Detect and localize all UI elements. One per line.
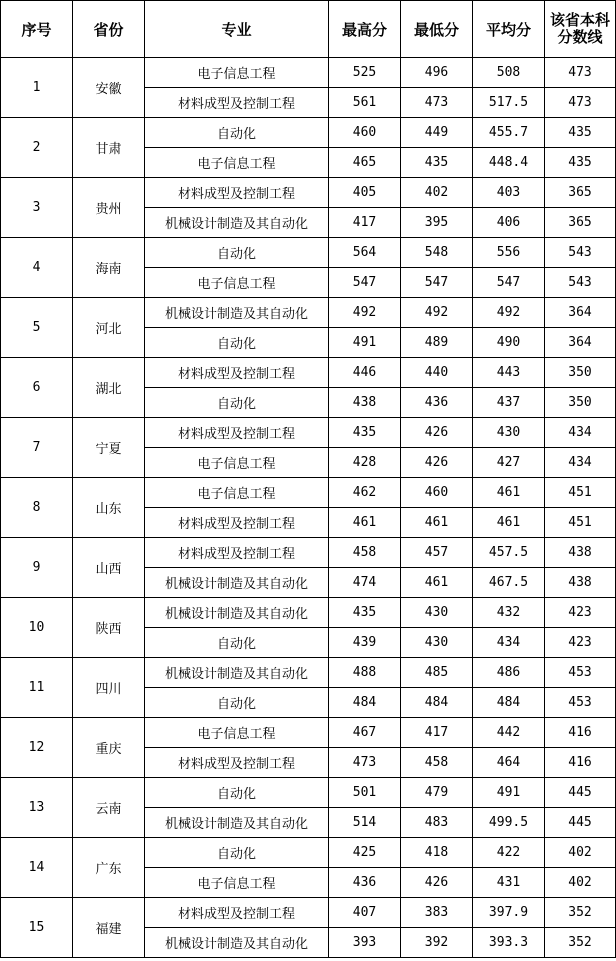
- province-line-cell: 445: [545, 808, 616, 838]
- max-score-cell: 474: [329, 568, 401, 598]
- max-score-cell: 467: [329, 718, 401, 748]
- max-score-cell: 514: [329, 808, 401, 838]
- province-cell: 甘肃: [73, 118, 145, 178]
- min-score-cell: 449: [401, 118, 473, 148]
- row-index-cell: 11: [1, 658, 73, 718]
- major-cell: 材料成型及控制工程: [145, 358, 329, 388]
- major-cell: 自动化: [145, 688, 329, 718]
- avg-score-cell: 461: [473, 508, 545, 538]
- max-score-cell: 462: [329, 478, 401, 508]
- max-score-cell: 501: [329, 778, 401, 808]
- province-line-cell: 416: [545, 718, 616, 748]
- province-cell: 四川: [73, 658, 145, 718]
- province-line-cell: 438: [545, 568, 616, 598]
- header-max-score: 最高分: [329, 1, 401, 58]
- avg-score-cell: 492: [473, 298, 545, 328]
- min-score-cell: 460: [401, 478, 473, 508]
- major-cell: 自动化: [145, 238, 329, 268]
- max-score-cell: 460: [329, 118, 401, 148]
- major-cell: 自动化: [145, 388, 329, 418]
- row-index-cell: 9: [1, 538, 73, 598]
- table-row: [1, 598, 616, 628]
- avg-score-cell: 448.4: [473, 148, 545, 178]
- min-score-cell: 473: [401, 88, 473, 118]
- province-cell: 宁夏: [73, 418, 145, 478]
- province-line-cell: 423: [545, 628, 616, 658]
- table-row: [1, 298, 616, 328]
- province-cell: 福建: [73, 898, 145, 958]
- max-score-cell: 435: [329, 598, 401, 628]
- avg-score-cell: 467.5: [473, 568, 545, 598]
- max-score-cell: 492: [329, 298, 401, 328]
- min-score-cell: 426: [401, 448, 473, 478]
- province-cell: 山西: [73, 538, 145, 598]
- avg-score-cell: 431: [473, 868, 545, 898]
- row-index-cell: 2: [1, 118, 73, 178]
- header-province-line: 该省本科分数线: [545, 1, 616, 58]
- province-cell: 河北: [73, 298, 145, 358]
- row-index-cell: 8: [1, 478, 73, 538]
- province-cell: 重庆: [73, 718, 145, 778]
- avg-score-cell: 406: [473, 208, 545, 238]
- table-row: [1, 178, 616, 208]
- avg-score-cell: 499.5: [473, 808, 545, 838]
- province-cell: 海南: [73, 238, 145, 298]
- max-score-cell: 491: [329, 328, 401, 358]
- min-score-cell: 458: [401, 748, 473, 778]
- max-score-cell: 425: [329, 838, 401, 868]
- province-cell: 安徽: [73, 58, 145, 118]
- max-score-cell: 525: [329, 58, 401, 88]
- major-cell: 机械设计制造及其自动化: [145, 298, 329, 328]
- avg-score-cell: 517.5: [473, 88, 545, 118]
- min-score-cell: 426: [401, 868, 473, 898]
- major-cell: 机械设计制造及其自动化: [145, 208, 329, 238]
- table-row: [1, 118, 616, 148]
- province-line-cell: 453: [545, 658, 616, 688]
- avg-score-cell: 443: [473, 358, 545, 388]
- major-cell: 电子信息工程: [145, 868, 329, 898]
- province-line-cell: 453: [545, 688, 616, 718]
- min-score-cell: 484: [401, 688, 473, 718]
- min-score-cell: 496: [401, 58, 473, 88]
- max-score-cell: 428: [329, 448, 401, 478]
- row-index-cell: 6: [1, 358, 73, 418]
- table-body: [1, 58, 616, 958]
- max-score-cell: 564: [329, 238, 401, 268]
- avg-score-cell: 455.7: [473, 118, 545, 148]
- avg-score-cell: 508: [473, 58, 545, 88]
- max-score-cell: 435: [329, 418, 401, 448]
- max-score-cell: 393: [329, 928, 401, 958]
- max-score-cell: 484: [329, 688, 401, 718]
- min-score-cell: 547: [401, 268, 473, 298]
- header-province: 省份: [73, 1, 145, 58]
- max-score-cell: 407: [329, 898, 401, 928]
- province-line-cell: 350: [545, 358, 616, 388]
- row-index-cell: 3: [1, 178, 73, 238]
- min-score-cell: 436: [401, 388, 473, 418]
- table-row: [1, 418, 616, 448]
- avg-score-cell: 461: [473, 478, 545, 508]
- province-line-cell: 543: [545, 238, 616, 268]
- min-score-cell: 417: [401, 718, 473, 748]
- min-score-cell: 395: [401, 208, 473, 238]
- max-score-cell: 446: [329, 358, 401, 388]
- major-cell: 机械设计制造及其自动化: [145, 658, 329, 688]
- min-score-cell: 461: [401, 568, 473, 598]
- province-line-cell: 352: [545, 898, 616, 928]
- max-score-cell: 417: [329, 208, 401, 238]
- row-index-cell: 1: [1, 58, 73, 118]
- province-line-cell: 350: [545, 388, 616, 418]
- table-row: [1, 358, 616, 388]
- avg-score-cell: 397.9: [473, 898, 545, 928]
- table-row: [1, 898, 616, 928]
- avg-score-cell: 442: [473, 718, 545, 748]
- major-cell: 材料成型及控制工程: [145, 418, 329, 448]
- province-line-cell: 445: [545, 778, 616, 808]
- avg-score-cell: 393.3: [473, 928, 545, 958]
- min-score-cell: 418: [401, 838, 473, 868]
- major-cell: 自动化: [145, 778, 329, 808]
- max-score-cell: 473: [329, 748, 401, 778]
- major-cell: 电子信息工程: [145, 718, 329, 748]
- province-line-cell: 423: [545, 598, 616, 628]
- major-cell: 机械设计制造及其自动化: [145, 928, 329, 958]
- table-row: [1, 778, 616, 808]
- min-score-cell: 426: [401, 418, 473, 448]
- major-cell: 材料成型及控制工程: [145, 88, 329, 118]
- major-cell: 自动化: [145, 628, 329, 658]
- province-cell: 陕西: [73, 598, 145, 658]
- row-index-cell: 10: [1, 598, 73, 658]
- min-score-cell: 383: [401, 898, 473, 928]
- major-cell: 材料成型及控制工程: [145, 178, 329, 208]
- row-index-cell: 7: [1, 418, 73, 478]
- province-line-cell: 402: [545, 868, 616, 898]
- row-index-cell: 12: [1, 718, 73, 778]
- row-index-cell: 4: [1, 238, 73, 298]
- min-score-cell: 492: [401, 298, 473, 328]
- max-score-cell: 461: [329, 508, 401, 538]
- avg-score-cell: 547: [473, 268, 545, 298]
- min-score-cell: 483: [401, 808, 473, 838]
- major-cell: 材料成型及控制工程: [145, 538, 329, 568]
- major-cell: 电子信息工程: [145, 58, 329, 88]
- province-line-cell: 365: [545, 178, 616, 208]
- min-score-cell: 440: [401, 358, 473, 388]
- table-row: [1, 838, 616, 868]
- avg-score-cell: 422: [473, 838, 545, 868]
- table-row: [1, 238, 616, 268]
- table-row: [1, 538, 616, 568]
- province-line-cell: 543: [545, 268, 616, 298]
- max-score-cell: 439: [329, 628, 401, 658]
- province-line-cell: 364: [545, 298, 616, 328]
- major-cell: 自动化: [145, 118, 329, 148]
- province-line-cell: 434: [545, 418, 616, 448]
- max-score-cell: 547: [329, 268, 401, 298]
- major-cell: 自动化: [145, 328, 329, 358]
- min-score-cell: 489: [401, 328, 473, 358]
- min-score-cell: 402: [401, 178, 473, 208]
- min-score-cell: 548: [401, 238, 473, 268]
- major-cell: 材料成型及控制工程: [145, 508, 329, 538]
- header-min-score: 最低分: [401, 1, 473, 58]
- avg-score-cell: 556: [473, 238, 545, 268]
- row-index-cell: 14: [1, 838, 73, 898]
- major-cell: 电子信息工程: [145, 478, 329, 508]
- major-cell: 机械设计制造及其自动化: [145, 598, 329, 628]
- table-row: [1, 658, 616, 688]
- province-cell: 贵州: [73, 178, 145, 238]
- province-line-cell: 352: [545, 928, 616, 958]
- province-line-cell: 473: [545, 58, 616, 88]
- province-line-cell: 473: [545, 88, 616, 118]
- min-score-cell: 479: [401, 778, 473, 808]
- major-cell: 材料成型及控制工程: [145, 748, 329, 778]
- major-cell: 电子信息工程: [145, 268, 329, 298]
- avg-score-cell: 437: [473, 388, 545, 418]
- avg-score-cell: 430: [473, 418, 545, 448]
- header-index: 序号: [1, 1, 73, 58]
- max-score-cell: 436: [329, 868, 401, 898]
- min-score-cell: 430: [401, 598, 473, 628]
- province-line-cell: 364: [545, 328, 616, 358]
- avg-score-cell: 486: [473, 658, 545, 688]
- min-score-cell: 392: [401, 928, 473, 958]
- major-cell: 机械设计制造及其自动化: [145, 568, 329, 598]
- major-cell: 电子信息工程: [145, 148, 329, 178]
- max-score-cell: 561: [329, 88, 401, 118]
- header-avg-score: 平均分: [473, 1, 545, 58]
- table-row: [1, 718, 616, 748]
- province-line-cell: 402: [545, 838, 616, 868]
- province-line-cell: 435: [545, 148, 616, 178]
- province-cell: 湖北: [73, 358, 145, 418]
- max-score-cell: 488: [329, 658, 401, 688]
- header-major: 专业: [145, 1, 329, 58]
- province-line-cell: 451: [545, 508, 616, 538]
- province-line-cell: 435: [545, 118, 616, 148]
- avg-score-cell: 434: [473, 628, 545, 658]
- avg-score-cell: 432: [473, 598, 545, 628]
- table-row: [1, 58, 616, 88]
- major-cell: 自动化: [145, 838, 329, 868]
- province-cell: 广东: [73, 838, 145, 898]
- avg-score-cell: 403: [473, 178, 545, 208]
- major-cell: 机械设计制造及其自动化: [145, 808, 329, 838]
- min-score-cell: 461: [401, 508, 473, 538]
- max-score-cell: 405: [329, 178, 401, 208]
- min-score-cell: 457: [401, 538, 473, 568]
- max-score-cell: 465: [329, 148, 401, 178]
- province-line-cell: 365: [545, 208, 616, 238]
- table-row: [1, 478, 616, 508]
- max-score-cell: 458: [329, 538, 401, 568]
- avg-score-cell: 491: [473, 778, 545, 808]
- header-row: [1, 1, 616, 58]
- province-line-cell: 434: [545, 448, 616, 478]
- province-cell: 山东: [73, 478, 145, 538]
- avg-score-cell: 484: [473, 688, 545, 718]
- major-cell: 材料成型及控制工程: [145, 898, 329, 928]
- avg-score-cell: 464: [473, 748, 545, 778]
- min-score-cell: 430: [401, 628, 473, 658]
- province-line-cell: 438: [545, 538, 616, 568]
- avg-score-cell: 427: [473, 448, 545, 478]
- province-cell: 云南: [73, 778, 145, 838]
- row-index-cell: 15: [1, 898, 73, 958]
- row-index-cell: 13: [1, 778, 73, 838]
- row-index-cell: 5: [1, 298, 73, 358]
- avg-score-cell: 490: [473, 328, 545, 358]
- max-score-cell: 438: [329, 388, 401, 418]
- province-line-cell: 451: [545, 478, 616, 508]
- min-score-cell: 485: [401, 658, 473, 688]
- avg-score-cell: 457.5: [473, 538, 545, 568]
- province-line-cell: 416: [545, 748, 616, 778]
- major-cell: 电子信息工程: [145, 448, 329, 478]
- min-score-cell: 435: [401, 148, 473, 178]
